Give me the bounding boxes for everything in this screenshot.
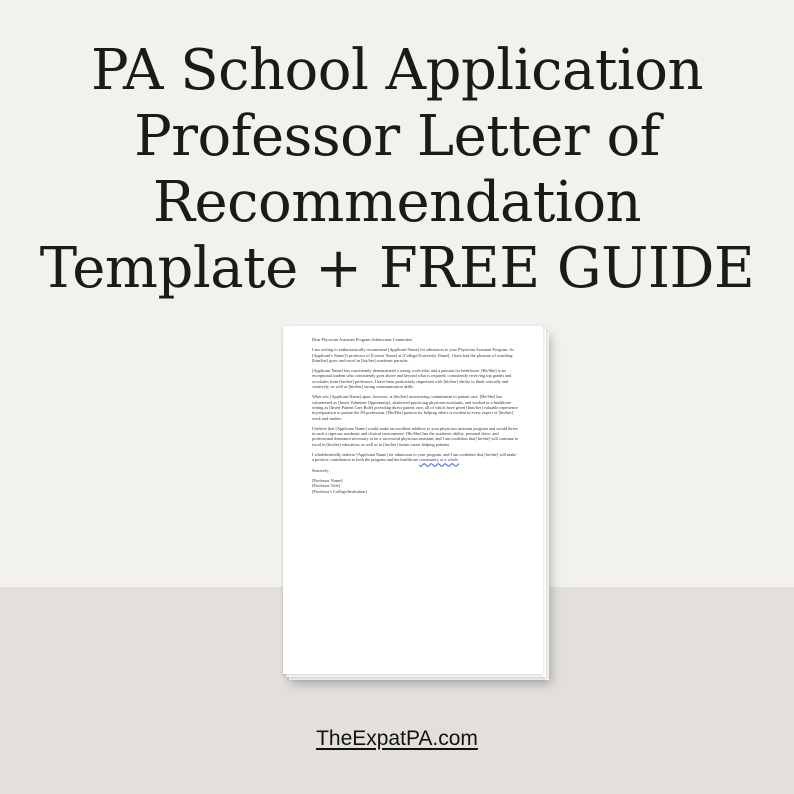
- headline-line-3: Recommendation: [152, 170, 642, 235]
- letter-signature-institution: [Professor's College/Institution]: [312, 488, 367, 494]
- letter-salutation: Dear Physician Assistant Program Admissions Committee,: [312, 337, 413, 342]
- headline-line-2: Professor Letter of: [134, 104, 660, 169]
- letter-paragraph-4: I believe that [Applicant Name] would make an excellent addition to your physician assistant program and would thrive in such a rigorous academic and clinical environment. [He/She] has the academic ability, personal drive, and professional demeanor necessary to be a successful physician assistant, and I am confident that [he/she] will continue to excel in [his/her] education, as well as in [his/her] future career helping patients.: [312, 425, 519, 447]
- headline: [0, 38, 794, 302]
- letter-paragraph-1: I am writing to enthusiastically recommend [Applicant Name] for admission to your Physician Assistant Program. As [Applicant's Name]'s professor of [Course Name] at [College/University Name], I have had the pleasure of watching [him/her] grow and excel in [his/her] academic pursuits.: [312, 347, 514, 363]
- website-link[interactable]: TheExpatPA.com: [316, 727, 478, 750]
- headline-line-4: Template + FREE GUIDE: [39, 236, 755, 301]
- letter-preview-page: [283, 326, 543, 674]
- letter-paragraph-5-text: I wholeheartedly endorse [Applicant Name] for admission to your program, and I am confident that [he/she] will make a positive contribution to both the program and the healthcare: [312, 452, 517, 463]
- letter-closing: Sincerely,: [312, 467, 330, 473]
- letter-paragraph-5-flagged-text: community as a whole.: [419, 457, 460, 463]
- letter-paragraph-2: [Applicant Name] has consistently demonstrated a strong work ethic and a passion for healthcare. [He/She] is an exceptional student who consistently goes above and beyond what is required, consistently receiving top grades and accolades from [his/her] professors. I have been particularly impressed with [his/her] ability to think critically and creatively, as well as [his/her] strong communication skills.: [312, 368, 512, 390]
- letter-paragraph-3: What sets [Applicant Name] apart, however, is [his/her] unwavering commitment to patient care. [He/She] has volunteered as [Insert Volunteer Opportunity], shadowed practicing physician assistants, and worked in a healthcare setting as [Insert Patient Care Role] providing direct patient care, all of which have given [him/her] valuable experience in preparation to pursue the PA profession. [His/Her] passion for helping others is evident in every aspect of [his/her] work and studies.: [312, 394, 518, 421]
- headline-line-1: PA School Application: [90, 38, 704, 103]
- letter-signature-name: [Professor Name]: [312, 477, 343, 483]
- letter-paragraph-5: [312, 452, 519, 463]
- letter-signature-block: [312, 478, 519, 494]
- letter-signature-title: [Professor Title]: [312, 483, 341, 489]
